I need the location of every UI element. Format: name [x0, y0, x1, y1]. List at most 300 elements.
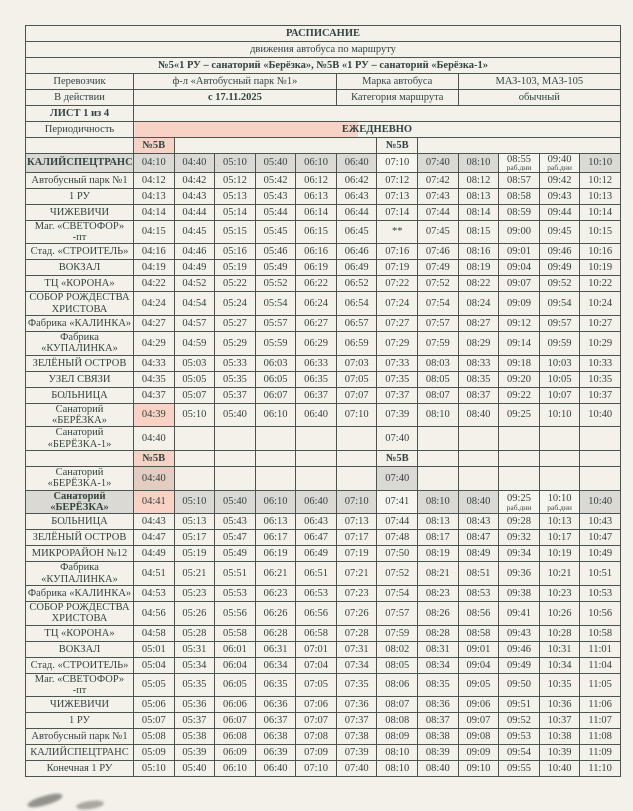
time-cell [296, 467, 337, 491]
time-cell: 07:42 [418, 172, 459, 188]
table-row [26, 427, 621, 451]
empty-cell [174, 138, 377, 154]
time-cell: 05:40 [215, 490, 256, 514]
time-cell: 08:39 [418, 745, 459, 761]
time-cell: 07:41 [377, 490, 418, 514]
time-cell: 04:19 [134, 260, 175, 276]
time-cell: 08:14 [458, 204, 499, 220]
table-row [26, 586, 621, 602]
time-cell: 10:34 [539, 657, 580, 673]
time-cell: 08:13 [418, 514, 459, 530]
time-cell: 07:13 [336, 514, 377, 530]
time-cell: 06:10 [215, 761, 256, 777]
time-cell: 10:49 [580, 546, 621, 562]
time-cell: 06:57 [336, 316, 377, 332]
time-cell: 08:07 [418, 387, 459, 403]
time-cell: 08:05 [418, 371, 459, 387]
workdays-note: раб.дни [506, 163, 532, 173]
time-cell: 09:51 [499, 697, 540, 713]
time-cell [418, 451, 459, 467]
time-cell: 07:24 [377, 292, 418, 316]
time-cell: 07:40 [377, 467, 418, 491]
time-cell: 10:17 [539, 530, 580, 546]
station-cell: Санаторий «БЕРЁЗКА» [26, 403, 134, 427]
time-cell: 10:47 [580, 530, 621, 546]
station-cell: ЗЕЛЁНЫЙ ОСТРОВ [26, 530, 134, 546]
time-cell: 07:28 [336, 625, 377, 641]
time-cell: 10:19 [580, 260, 621, 276]
timetable [25, 25, 621, 777]
time-cell: 05:09 [134, 745, 175, 761]
time-cell: 09:06 [458, 697, 499, 713]
time-cell: 08:12 [458, 172, 499, 188]
time-cell: 07:12 [377, 172, 418, 188]
time-cell: 08:47 [458, 530, 499, 546]
time-cell: 10:24 [580, 292, 621, 316]
time-cell: 10:13 [580, 188, 621, 204]
time-cell: 05:37 [215, 387, 256, 403]
time-cell: 09:04 [499, 260, 540, 276]
time-cell: 09:07 [499, 276, 540, 292]
time-cell: 06:08 [215, 729, 256, 745]
time-cell: 08:33 [458, 355, 499, 371]
table-row [26, 244, 621, 260]
time-cell: 06:22 [296, 276, 337, 292]
time-cell: 09:46 [539, 244, 580, 260]
time-cell: 05:05 [134, 673, 175, 697]
time-cell: 06:05 [215, 673, 256, 697]
station-cell: ТЦ «КОРОНА» [26, 276, 134, 292]
time-cell [539, 427, 580, 451]
time-cell: 05:47 [215, 530, 256, 546]
time-cell: 07:40 [336, 761, 377, 777]
periodicity-label: Периодичность [26, 122, 134, 138]
time-cell: 07:16 [377, 244, 418, 260]
station-cell: Фабрика «КАЛИНКА» [26, 586, 134, 602]
time-value: 10:10 [547, 493, 572, 505]
time-cell: 09:08 [458, 729, 499, 745]
time-cell: 07:35 [377, 371, 418, 387]
table-row [26, 625, 621, 641]
time-cell: 05:13 [215, 188, 256, 204]
time-cell: 09:01 [499, 244, 540, 260]
periodicity-value: ЕЖЕДНЕВНО [134, 122, 621, 138]
time-cell: 05:24 [215, 292, 256, 316]
time-cell: 06:23 [255, 586, 296, 602]
time-cell: 06:49 [296, 546, 337, 562]
station-cell: Конечная 1 РУ [26, 761, 134, 777]
time-cell: 07:40 [418, 154, 459, 173]
time-cell: 09:52 [539, 276, 580, 292]
time-cell: 10:15 [580, 220, 621, 244]
time-cell: 10:38 [539, 729, 580, 745]
time-cell [215, 467, 256, 491]
time-cell: 09:00 [499, 220, 540, 244]
time-cell: 06:27 [296, 316, 337, 332]
bus-brand-label: Марка автобуса [336, 74, 458, 90]
time-cell: 09:25 [499, 403, 540, 427]
time-cell: 09:09 [458, 745, 499, 761]
time-cell: 06:17 [255, 530, 296, 546]
time-cell: 09:55 [499, 761, 540, 777]
time-cell: 05:16 [215, 244, 256, 260]
time-cell: 05:06 [134, 697, 175, 713]
time-cell: 04:27 [134, 316, 175, 332]
time-cell: 10:07 [539, 387, 580, 403]
time-cell: 06:37 [296, 387, 337, 403]
time-cell: 05:23 [174, 586, 215, 602]
time-cell: 05:19 [215, 260, 256, 276]
time-cell: 05:34 [174, 657, 215, 673]
time-cell: 06:56 [296, 602, 337, 626]
table-row [26, 403, 621, 427]
time-cell: 06:16 [296, 244, 337, 260]
time-cell: 09:45 [539, 220, 580, 244]
time-cell: 07:10 [336, 403, 377, 427]
validity-label: В действии [26, 90, 134, 106]
page-title: РАСПИСАНИЕ [26, 26, 621, 42]
table-row [26, 332, 621, 356]
time-cell: 05:29 [215, 332, 256, 356]
time-cell: 07:49 [418, 260, 459, 276]
time-cell: 09:49 [499, 657, 540, 673]
time-cell: 07:14 [377, 204, 418, 220]
time-cell: 07:38 [336, 729, 377, 745]
time-cell: №5В [377, 451, 418, 467]
time-cell: 05:28 [174, 625, 215, 641]
time-cell: 04:44 [174, 204, 215, 220]
time-cell: 04:10 [134, 154, 175, 173]
time-cell: 09:46 [499, 641, 540, 657]
time-cell: 08:49 [458, 546, 499, 562]
time-cell: 04:14 [134, 204, 175, 220]
time-cell: 09:36 [499, 562, 540, 586]
time-cell [539, 154, 580, 173]
time-cell [418, 467, 459, 491]
time-cell [499, 154, 540, 173]
time-cell: 07:54 [377, 586, 418, 602]
time-cell: 06:09 [215, 745, 256, 761]
time-cell: 04:58 [134, 625, 175, 641]
time-cell: 07:07 [336, 387, 377, 403]
time-cell: 04:54 [174, 292, 215, 316]
time-cell: 05:31 [174, 641, 215, 657]
empty-cell [418, 138, 621, 154]
time-cell: 07:52 [418, 276, 459, 292]
time-cell [580, 467, 621, 491]
time-cell: 05:49 [215, 546, 256, 562]
time-cell: 10:10 [580, 154, 621, 173]
time-cell: 09:42 [539, 172, 580, 188]
time-cell: 11:01 [580, 641, 621, 657]
station-cell: 1 РУ [26, 188, 134, 204]
time-cell: 10:13 [539, 514, 580, 530]
time-cell: 09:44 [539, 204, 580, 220]
time-cell: 07:48 [377, 530, 418, 546]
time-cell [255, 451, 296, 467]
time-cell: 06:58 [296, 625, 337, 641]
time-cell: 04:16 [134, 244, 175, 260]
time-cell: 05:21 [174, 562, 215, 586]
station-cell: Фабрика «КУПАЛИНКА» [26, 562, 134, 586]
time-cell: 05:45 [255, 220, 296, 244]
time-cell: 08:06 [377, 673, 418, 697]
time-value: 09:25 [507, 493, 531, 505]
table-row [26, 761, 621, 777]
time-cell: 05:40 [255, 154, 296, 173]
time-cell: 08:19 [458, 260, 499, 276]
time-cell: 09:10 [458, 761, 499, 777]
time-cell: 10:35 [539, 673, 580, 697]
time-cell: 10:40 [539, 761, 580, 777]
time-cell: 06:05 [255, 371, 296, 387]
time-cell: 08:17 [418, 530, 459, 546]
time-cell: 06:44 [336, 204, 377, 220]
time-cell [336, 467, 377, 491]
time-cell: 08:35 [418, 673, 459, 697]
time-cell: 04:29 [134, 332, 175, 356]
time-cell: 04:40 [174, 154, 215, 173]
time-cell [296, 427, 337, 451]
time-cell: 09:49 [539, 260, 580, 276]
time-cell: 10:40 [580, 490, 621, 514]
time-cell: 08:36 [418, 697, 459, 713]
time-cell: 06:51 [296, 562, 337, 586]
time-cell: 05:51 [215, 562, 256, 586]
time-cell [174, 427, 215, 451]
table-row [26, 562, 621, 586]
time-cell [499, 451, 540, 467]
carrier-value: ф-л «Автобусный парк №1» [134, 74, 337, 90]
time-cell: 07:39 [336, 745, 377, 761]
time-cell: 08:57 [499, 172, 540, 188]
time-cell: 11:10 [580, 761, 621, 777]
time-cell: 04:22 [134, 276, 175, 292]
time-cell: 06:40 [336, 154, 377, 173]
time-cell: 06:52 [336, 276, 377, 292]
time-cell: 08:28 [418, 625, 459, 641]
time-cell: 08:10 [377, 761, 418, 777]
time-cell: 05:19 [174, 546, 215, 562]
route-title: №5«1 РУ – санаторий «Берёзка», №5В «1 РУ – санаторий «Берёзка-1» [26, 58, 621, 74]
time-cell: 06:26 [255, 602, 296, 626]
time-cell: 06:40 [296, 490, 337, 514]
time-cell: 06:39 [255, 745, 296, 761]
time-cell: 08:40 [418, 761, 459, 777]
table-row [26, 673, 621, 697]
station-cell: Санаторий «БЕРЁЗКА-1» [26, 427, 134, 451]
time-cell: 10:21 [539, 562, 580, 586]
time-cell: 04:40 [134, 467, 175, 491]
time-cell: 04:35 [134, 371, 175, 387]
time-cell: 04:42 [174, 172, 215, 188]
time-cell: 09:18 [499, 355, 540, 371]
time-cell: 08:19 [418, 546, 459, 562]
time-cell: 04:13 [134, 188, 175, 204]
time-cell: 05:10 [174, 403, 215, 427]
time-cell: 07:57 [418, 316, 459, 332]
time-cell: 05:05 [174, 371, 215, 387]
time-cell: 07:26 [336, 602, 377, 626]
time-cell: 10:31 [539, 641, 580, 657]
table-row [26, 697, 621, 713]
time-cell: 05:22 [215, 276, 256, 292]
time-cell: 06:34 [255, 657, 296, 673]
time-cell [499, 427, 540, 451]
time-cell: 07:59 [377, 625, 418, 641]
time-cell: 06:49 [336, 260, 377, 276]
time-cell: 06:35 [296, 371, 337, 387]
table-row [26, 154, 621, 173]
time-cell: 09:54 [499, 745, 540, 761]
time-cell: 05:07 [174, 387, 215, 403]
table-row [26, 546, 621, 562]
time-cell: 06:04 [215, 657, 256, 673]
table-row [26, 530, 621, 546]
variant-5b-cell: №5В [134, 138, 175, 154]
time-cell: 08:05 [377, 657, 418, 673]
time-cell: 10:14 [580, 204, 621, 220]
time-cell: 06:36 [255, 697, 296, 713]
time-cell: 07:33 [377, 355, 418, 371]
time-cell: 08:16 [458, 244, 499, 260]
station-cell: Санаторий «БЕРЁЗКА» [26, 490, 134, 514]
time-cell: 10:27 [580, 316, 621, 332]
time-cell: 08:51 [458, 562, 499, 586]
time-cell: 07:21 [336, 562, 377, 586]
time-cell: 10:12 [580, 172, 621, 188]
time-cell: 06:29 [296, 332, 337, 356]
time-cell: 08:10 [458, 154, 499, 173]
category-value: обычный [458, 90, 620, 106]
time-cell [539, 490, 580, 514]
time-cell: 04:52 [174, 276, 215, 292]
time-cell: 10:33 [580, 355, 621, 371]
time-cell: 04:15 [134, 220, 175, 244]
table-row [26, 514, 621, 530]
time-cell: 04:59 [174, 332, 215, 356]
time-cell: 07:35 [336, 673, 377, 697]
time-cell: 10:58 [580, 625, 621, 641]
time-cell: 06:14 [296, 204, 337, 220]
station-cell: Фабрика «КУПАЛИНКА» [26, 332, 134, 356]
time-cell: 06:40 [255, 761, 296, 777]
time-cell: 08:29 [458, 332, 499, 356]
time-cell: 06:03 [255, 355, 296, 371]
validity-value: с 17.11.2025 [134, 90, 337, 106]
workdays-note: раб.дни [547, 502, 572, 512]
time-cell: 11:08 [580, 729, 621, 745]
time-cell: 04:51 [134, 562, 175, 586]
time-cell: 06:53 [296, 586, 337, 602]
time-cell: 08:08 [377, 713, 418, 729]
station-cell: Стад. «СТРОИТЕЛЬ» [26, 244, 134, 260]
time-cell: 05:46 [255, 244, 296, 260]
table-row [26, 729, 621, 745]
empty-cell [134, 106, 621, 122]
time-cell: 07:05 [296, 673, 337, 697]
table-row [26, 745, 621, 761]
time-cell: 04:43 [134, 514, 175, 530]
time-cell: 10:03 [539, 355, 580, 371]
time-cell: 08:27 [458, 316, 499, 332]
time-cell: 10:22 [580, 276, 621, 292]
time-cell: 06:19 [255, 546, 296, 562]
time-cell: 07:57 [377, 602, 418, 626]
time-cell: 07:17 [336, 530, 377, 546]
table-row [26, 172, 621, 188]
time-cell: 04:46 [174, 244, 215, 260]
time-cell: 08:13 [458, 188, 499, 204]
station-cell: КАЛИЙСПЕЦТРАНС [26, 154, 134, 173]
time-cell: 06:12 [296, 172, 337, 188]
time-cell: 10:40 [580, 403, 621, 427]
time-cell: 08:56 [458, 602, 499, 626]
time-cell: 07:19 [336, 546, 377, 562]
time-cell: 07:44 [377, 514, 418, 530]
time-cell: 08:10 [377, 745, 418, 761]
time-cell: 07:03 [336, 355, 377, 371]
time-cell: 04:49 [174, 260, 215, 276]
time-cell: 07:29 [377, 332, 418, 356]
time-cell: 09:38 [499, 586, 540, 602]
station-cell: Стад. «СТРОИТЕЛЬ» [26, 657, 134, 673]
time-cell: 05:12 [215, 172, 256, 188]
time-cell: 05:33 [215, 355, 256, 371]
time-cell: 06:47 [296, 530, 337, 546]
station-cell: ВОКЗАЛ [26, 641, 134, 657]
time-cell: 06:13 [296, 188, 337, 204]
time-cell: 08:26 [418, 602, 459, 626]
time-cell: 06:37 [255, 713, 296, 729]
station-cell: Маг. «СВЕТОФОР» -пт [26, 673, 134, 697]
time-cell: 07:01 [296, 641, 337, 657]
workdays-note: раб.дни [547, 163, 572, 173]
scan-artifact [26, 791, 63, 810]
time-cell: 04:43 [174, 188, 215, 204]
time-cell: 05:39 [174, 745, 215, 761]
time-cell: 10:36 [539, 697, 580, 713]
time-cell: 06:45 [336, 220, 377, 244]
time-cell [499, 490, 540, 514]
time-cell: 11:04 [580, 657, 621, 673]
time-cell: 07:19 [377, 260, 418, 276]
variant-5b-cell: №5В [377, 138, 418, 154]
time-cell [539, 451, 580, 467]
time-cell [296, 451, 337, 467]
time-cell: 04:12 [134, 172, 175, 188]
scan-artifact [76, 799, 105, 811]
table-row [26, 371, 621, 387]
time-cell: 06:10 [255, 403, 296, 427]
time-cell: 08:40 [458, 490, 499, 514]
station-cell: Фабрика «КАЛИНКА» [26, 316, 134, 332]
time-cell: 10:05 [539, 371, 580, 387]
time-cell: 07:08 [296, 729, 337, 745]
time-cell [499, 467, 540, 491]
time-cell [458, 427, 499, 451]
time-cell: 07:07 [296, 713, 337, 729]
time-cell: 09:05 [458, 673, 499, 697]
time-cell: 06:40 [296, 403, 337, 427]
time-cell: 05:38 [174, 729, 215, 745]
time-cell: 10:23 [539, 586, 580, 602]
time-cell: 08:35 [458, 371, 499, 387]
time-cell: 08:21 [418, 562, 459, 586]
time-cell: 08:40 [458, 403, 499, 427]
time-cell: 10:53 [580, 586, 621, 602]
time-cell: 09:50 [499, 673, 540, 697]
